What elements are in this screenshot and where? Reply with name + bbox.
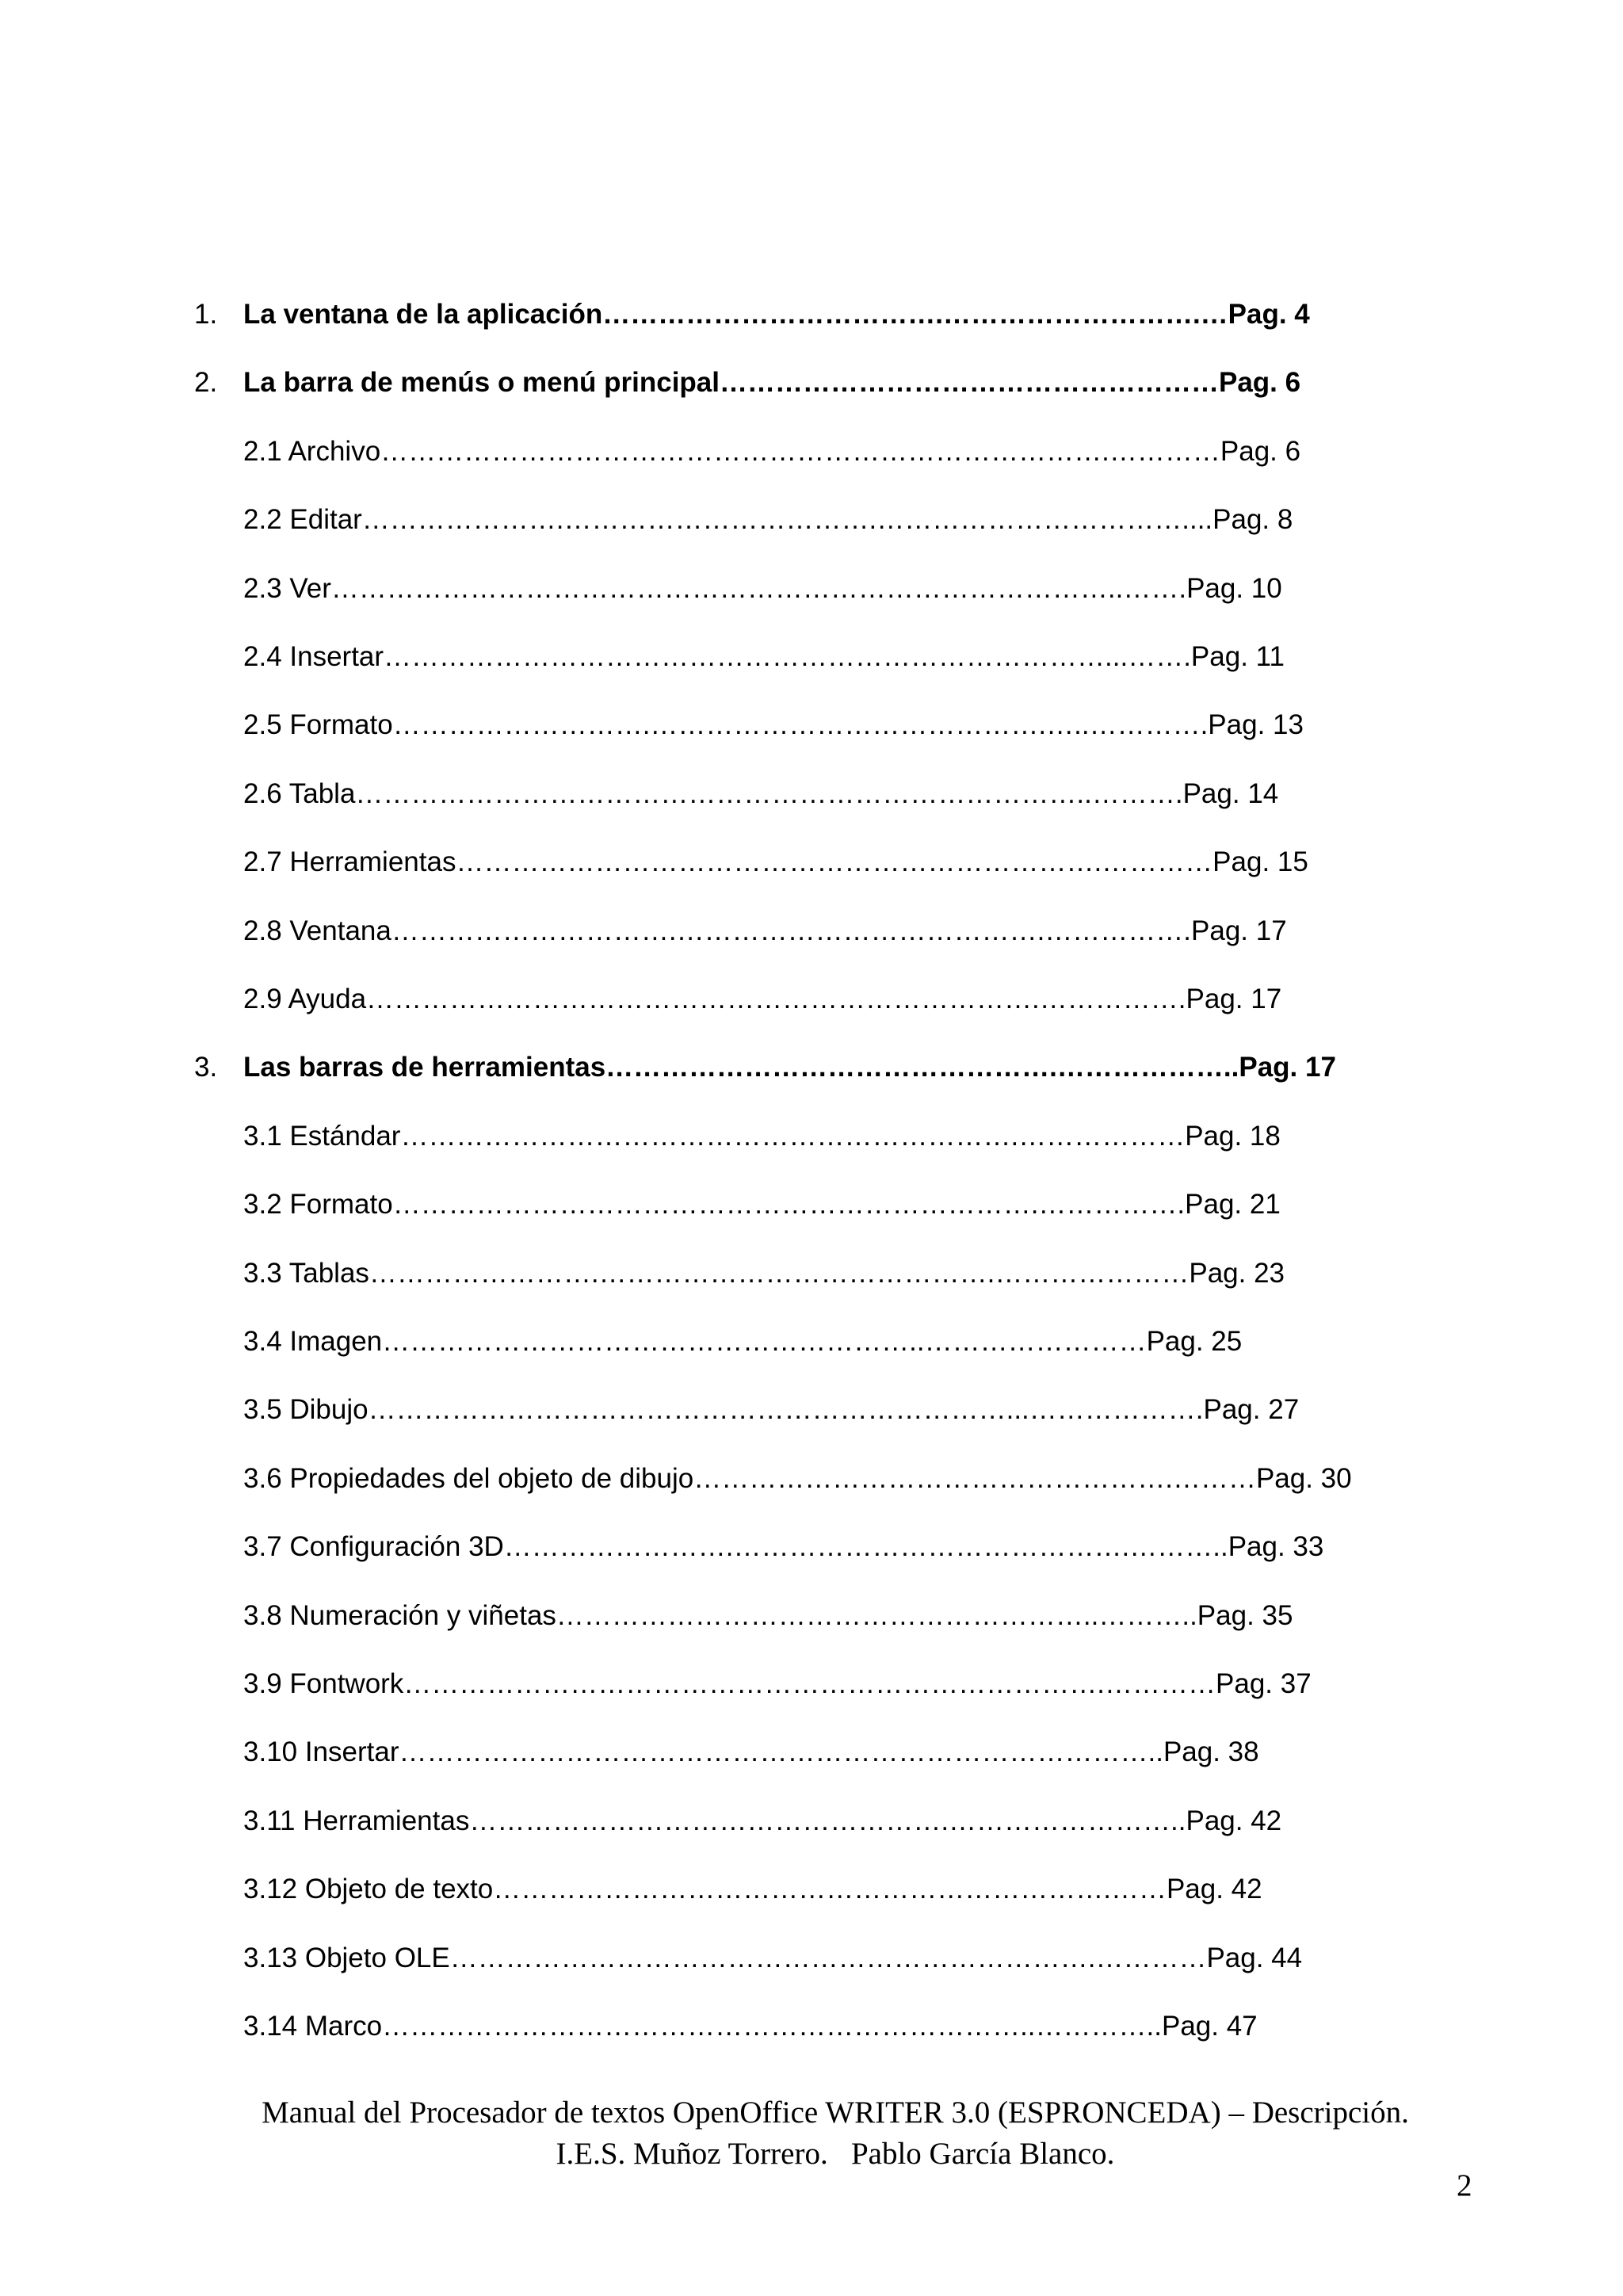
toc-entry-text: 3.7 Configuración 3D…………………….…………………………………….………..Pag. 33 [243, 1531, 1324, 1562]
toc-entry [0, 1797, 1623, 1845]
toc-entry [0, 907, 1623, 955]
page-footer [0, 2092, 1623, 2175]
toc-entry [0, 1660, 1623, 1708]
toc-entry [0, 633, 1623, 681]
toc-entry [0, 1113, 1623, 1160]
toc-entry-text: 2.9 Ayuda……………………………………………………………….…………….Pag. 17 [243, 984, 1282, 1014]
toc-entry-text: 3.1 Estándar………………………………………………………….………………Pag. 18 [243, 1121, 1281, 1152]
toc-entry [0, 565, 1623, 613]
toc-entry [0, 1866, 1623, 1913]
toc-entry [0, 1523, 1623, 1571]
toc-entry [0, 1729, 1623, 1776]
toc-entry-text: 2.5 Formato……………………….…………………………………….…..………….Pag. 13 [243, 709, 1304, 740]
toc-entry [0, 1044, 1623, 1091]
toc-entry [0, 428, 1623, 476]
toc-entry [0, 1455, 1623, 1503]
toc-entry-text: 2.6 Tabla……………………………………………………………………..……….Pag. 14 [243, 778, 1279, 809]
toc-entry-text: 3.2 Formato…………………………………………………………….…………….Pag. 21 [243, 1189, 1281, 1220]
toc-entry-text: 2.1 Archivo…………………………………………………………………….…………Pag. 6 [243, 436, 1301, 467]
toc-entry-text: 3.13 Objeto OLE…………………………………………………………….…………Pag. 44 [243, 1943, 1303, 1973]
toc-entry [0, 359, 1623, 407]
toc-entry-text: La barra de menús o menú principal………………………………………………Pag. 6 [243, 367, 1301, 398]
toc-entry-text: 3.4 Imagen…………………………………………………..……………………Pag. 25 [243, 1326, 1243, 1357]
toc-entry [0, 1318, 1623, 1366]
toc-entry-text: 3.8 Numeración y viñetas…………………………………………………..………..Pag. 35 [243, 1600, 1293, 1631]
toc-entry-text: 2.4 Insertar……………………………………………………………………...…….Pag. 11 [243, 641, 1285, 672]
toc-entry [0, 1181, 1623, 1228]
toc-entry-text: 3.3 Tablas…………………….…………………………………….…………………Pag. 23 [243, 1258, 1285, 1289]
toc-entry [0, 496, 1623, 544]
toc-entry-text: 3.6 Propiedades del objeto de dibujo…………………………………………….………Pag. 30 [243, 1463, 1352, 1494]
toc-entry-number: 2. [194, 367, 218, 398]
page-number: 2 [1457, 2168, 1472, 2202]
toc-entry [0, 2003, 1623, 2050]
toc-entry-text: 3.14 Marco……………………………………………………………..…………..Pag. 47 [243, 2011, 1258, 2042]
toc-entry-text: 2.7 Herramientas…………………………………………………………….…………Pag. 15 [243, 846, 1308, 877]
toc-entry-text: 2.3 Ver…………………………………………………………………………..…….Pag. 10 [243, 573, 1282, 604]
toc-entry [0, 1250, 1623, 1297]
toc-entry [0, 839, 1623, 886]
toc-entry-text: 3.10 Insertar………………………………………………………………………..Pag. 38 [243, 1736, 1259, 1767]
toc-entry [0, 770, 1623, 818]
toc-entry-text: 2.2 Editar………………….…………………………….……………………………....Pag. 8 [243, 504, 1293, 535]
toc-entry-number: 1. [194, 299, 218, 330]
toc-entry [0, 976, 1623, 1023]
toc-entry [0, 291, 1623, 338]
footer-line-2: I.E.S. Muñoz Torrero. Pablo García Blanco. [556, 2137, 1115, 2171]
toc-entry [0, 1592, 1623, 1640]
toc-entry-text: La ventana de la aplicación……………………………….……………………….…Pag. 4 [243, 299, 1310, 330]
toc-entry [0, 701, 1623, 749]
toc-entry-text: 3.5 Dibujo……………………………………………………………...……………….Pag. 27 [243, 1394, 1300, 1425]
toc-entry [0, 1935, 1623, 1982]
toc-entry [0, 1386, 1623, 1434]
toc-entry-text: 3.9 Fontwork………………………………………………………………….…………Pag. 37 [243, 1668, 1312, 1699]
toc-entry-text: Las barras de herramientas………………………………………….………………..Pag. 17 [243, 1052, 1336, 1083]
toc-entry-text: 2.8 Ventana………………………….………………………………….…………….Pag. 17 [243, 915, 1287, 946]
toc-entry-text: 3.11 Herramientas…………………………………………….……………………..Pag. 42 [243, 1805, 1282, 1836]
toc-entry-number: 3. [194, 1052, 218, 1083]
footer-line-1: Manual del Procesador de textos OpenOffice WRITER 3.0 (ESPRONCEDA) – Descripción. [262, 2095, 1409, 2130]
toc-entry-text: 3.12 Objeto de texto………………………………………………………….……Pag. 42 [243, 1874, 1262, 1904]
